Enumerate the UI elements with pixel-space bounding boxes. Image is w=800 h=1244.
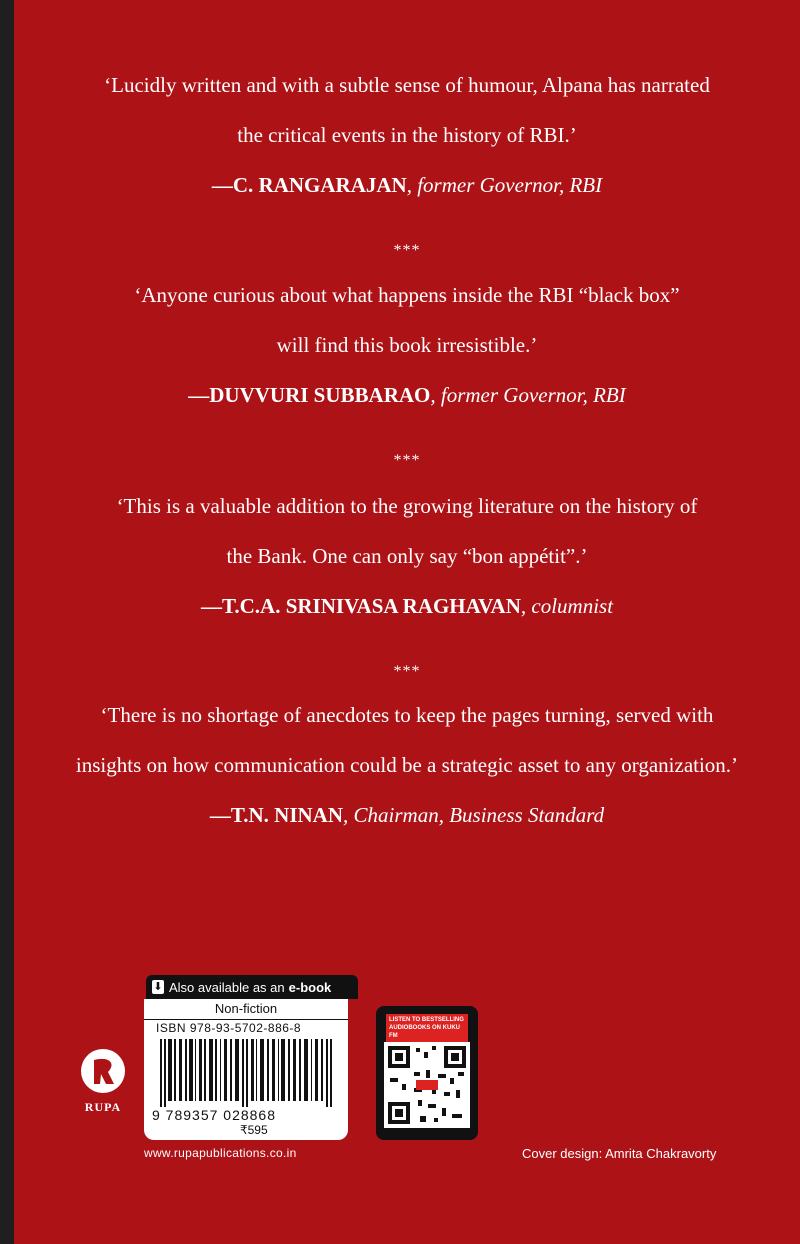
separator: *** — [393, 242, 421, 259]
quote-line: ‘Lucidly written and with a subtle sense of humour, Alpana has narrated — [104, 73, 710, 97]
attribution — [14, 790, 800, 840]
barcode-digits: 9 789357 028868 — [152, 1107, 276, 1123]
attribution-name: —T.C.A. SRINIVASA RAGHAVAN — [200, 594, 521, 618]
quote-line: the Bank. One can only say “bon appétit”.’ — [226, 544, 588, 568]
separator: *** — [393, 452, 421, 469]
genre-label: Non-fiction — [144, 999, 348, 1020]
ebook-bold: e-book — [288, 979, 332, 995]
attribution-name: —T.N. NINAN — [209, 803, 344, 827]
attribution-role: , columnist — [520, 594, 614, 618]
attribution-role: , former Governor, RBI — [430, 383, 626, 407]
quote-line: ‘There is no shortage of anecdotes to keep the pages turning, served with — [100, 703, 714, 727]
quote-line: ‘Anyone curious about what happens inside the RBI “black box” — [134, 283, 680, 307]
ebook-banner — [146, 975, 358, 999]
separator: *** — [393, 663, 421, 680]
quote-line: ‘This is a valuable addition to the growing literature on the history of — [116, 494, 698, 518]
attribution-role: , former Governor, RBI — [406, 173, 603, 197]
barcode-card — [144, 999, 348, 1140]
qr-code-icon — [384, 1042, 470, 1128]
isbn-text: ISBN 978-93-5702-886-8 — [156, 1021, 302, 1035]
publisher-logo-text: RUPA — [84, 1100, 122, 1114]
publisher-website: www.rupapublications.co.in — [144, 1146, 297, 1160]
quote-line: the critical events in the history of RBI.’ — [237, 123, 577, 147]
attribution — [14, 160, 800, 210]
attribution — [14, 581, 800, 631]
testimonial-2 — [14, 270, 800, 502]
cover-credit: Cover design: Amrita Chakravorty — [522, 1146, 717, 1161]
qr-heading: LISTEN TO BESTSELLING AUDIOBOOKS ON KUKU FM — [386, 1014, 468, 1042]
book-spine — [0, 0, 14, 1244]
attribution-name: —DUVVURI SUBBARAO — [188, 383, 431, 407]
download-icon: ⬇ — [153, 981, 163, 993]
back-cover — [14, 0, 800, 1244]
testimonial-4 — [14, 690, 800, 840]
attribution — [14, 370, 800, 420]
quote-line: insights on how communication could be a strategic asset to any organization.’ — [75, 753, 739, 777]
quote-line: will find this book irresistible.’ — [276, 333, 538, 357]
attribution-role: , Chairman, Business Standard — [343, 803, 605, 827]
testimonial-1 — [14, 60, 800, 292]
attribution-name: —C. RANGARAJAN — [211, 173, 407, 197]
ebook-prefix: Also available as an — [169, 979, 285, 995]
testimonial-3 — [14, 481, 800, 713]
price-label: ₹595 — [240, 1123, 268, 1137]
rupa-logo-icon — [80, 1048, 126, 1094]
qr-card — [376, 1006, 478, 1140]
barcode-bars — [154, 1039, 340, 1107]
